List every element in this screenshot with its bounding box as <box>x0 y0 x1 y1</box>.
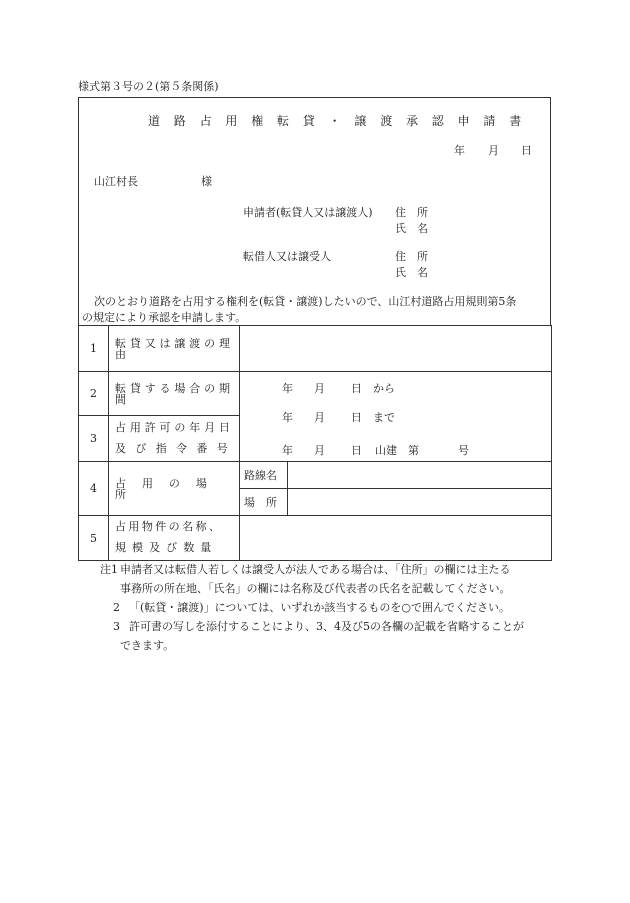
table-row <box>79 372 552 416</box>
row-number: 5 <box>79 516 109 561</box>
table-row <box>79 516 552 561</box>
applicant-address: 住 所 <box>395 206 428 219</box>
place-field[interactable] <box>288 489 552 516</box>
period-label: 転貸する場合の期間 <box>109 372 240 416</box>
applicant-name: 氏 名 <box>395 222 428 235</box>
period-to-year: 年 <box>282 411 293 424</box>
object-field[interactable] <box>240 516 552 561</box>
form-title: 道路占用権転貸・譲渡承認申請書 <box>148 114 536 128</box>
period-to-suffix: まで <box>373 411 395 424</box>
period-from-day: 日 <box>351 382 362 395</box>
row-number: 1 <box>79 326 109 372</box>
lessee-label: 転借人又は譲受人 <box>243 250 331 263</box>
table-row <box>79 462 552 489</box>
period-from-suffix: から <box>373 382 395 395</box>
applicant-label: 申請者(転貸人又は譲渡人) <box>243 206 373 219</box>
date-month: 月 <box>488 144 499 157</box>
lessee-address: 住 所 <box>395 250 428 263</box>
object-label: 占用物件の名称、 規模及び数量 <box>109 516 240 561</box>
permit-number-prefix: 山建 第 <box>375 444 419 457</box>
note-1-line-2: 事務所の所在地、「氏名」の欄には名称及び代表者の氏名を記載してください。 <box>120 582 511 595</box>
date-day: 日 <box>521 144 532 157</box>
table-row <box>79 326 552 372</box>
form-number: 様式第３号の２(第５条関係) <box>78 80 219 93</box>
row-number: 3 <box>79 416 109 462</box>
permit-year: 年 <box>282 444 293 457</box>
place-label: 場 所 <box>240 489 288 516</box>
period-from-year: 年 <box>282 382 293 395</box>
note-3-line-2: できます。 <box>120 639 175 652</box>
note-1-prefix: 注1 <box>100 563 118 576</box>
date-year: 年 <box>454 144 465 157</box>
addressee-name: 山江村長 <box>94 175 138 188</box>
permit-number-suffix: 号 <box>458 444 469 457</box>
row-number: 2 <box>79 372 109 416</box>
reason-label: 転貸又は譲渡の理由 <box>109 326 240 372</box>
permit-month: 月 <box>314 444 325 457</box>
period-and-permit-field[interactable] <box>240 372 552 462</box>
intro-line-2: の規定により承認を申請します。 <box>82 311 247 324</box>
note-3-prefix: 3 <box>113 620 120 633</box>
note-2-text: 「(転貸・譲渡)」については、いずれか該当するものを○で囲んでください。 <box>129 601 510 614</box>
note-3-line-1: 許可書の写しを添付することにより、3、4及び5の各欄の記載を省略することが <box>129 620 524 633</box>
lessee-name: 氏 名 <box>395 266 428 279</box>
addressee-honorific: 様 <box>201 175 212 188</box>
application-table <box>78 325 552 561</box>
period-to-day: 日 <box>351 411 362 424</box>
row-number: 4 <box>79 462 109 516</box>
permit-day: 日 <box>351 444 362 457</box>
route-name-field[interactable] <box>288 462 552 489</box>
period-from-month: 月 <box>314 382 325 395</box>
note-2-prefix: 2 <box>113 601 120 614</box>
route-name-label: 路線名 <box>240 462 288 489</box>
note-1-line-1: 申請者又は転借人若しくは譲受人が法人である場合は、「住所」の欄には主たる <box>120 563 511 576</box>
period-to-month: 月 <box>314 411 325 424</box>
permit-label: 占用許可の年月日 及び指令番号 <box>109 416 240 462</box>
intro-line-1: 次のとおり道路を占用する権利を(転貸・譲渡)したいので、山江村道路占用規則第5条 <box>94 295 517 308</box>
reason-field[interactable] <box>240 326 552 372</box>
location-label: 占用の場所 <box>109 462 240 516</box>
